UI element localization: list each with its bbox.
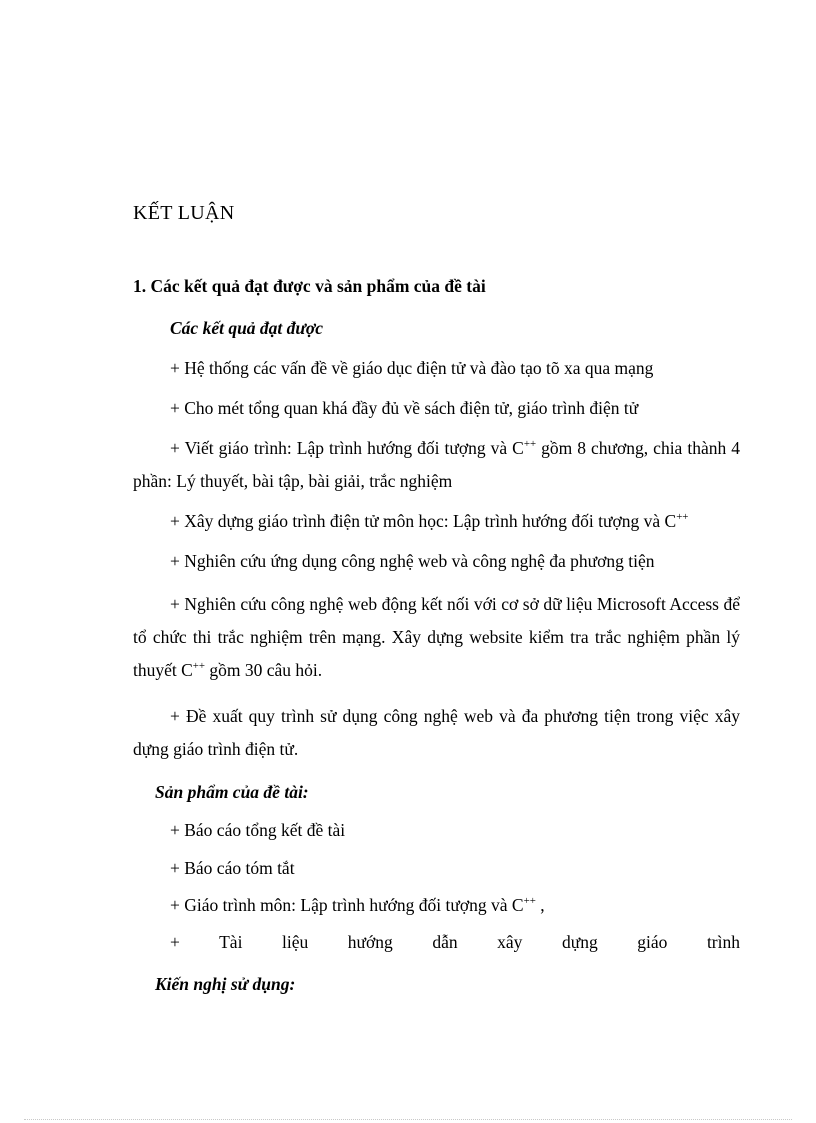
result-item-6-tail: gồm 30 câu hỏi. xyxy=(205,660,323,680)
recommend-heading: Kiến nghị sử dụng: xyxy=(155,974,296,994)
result-item-4-text: + Xây dựng giáo trình điện tử môn học: Lập trình hướng đối tượng và C xyxy=(170,511,677,531)
results-heading: Các kết quả đạt được xyxy=(170,318,324,338)
cpp-superscript: ++ xyxy=(523,437,537,450)
cpp-superscript: ++ xyxy=(676,510,689,523)
page-title: KẾT LUẬN xyxy=(133,202,235,224)
products-heading: Sản phẩm của đề tài: xyxy=(155,782,309,802)
product-item-3 xyxy=(170,894,545,916)
product-item-3-text: + Giáo trình môn: Lập trình hướng đối tượng và C xyxy=(170,895,524,915)
cpp-superscript: ++ xyxy=(523,894,536,907)
result-item-2: + Cho mét tổng quan khá đầy đủ về sách điện tử, giáo trình điện tử xyxy=(170,398,639,418)
result-item-1: + Hệ thống các vấn đề về giáo dục điện tử và đào tạo tõ xa qua mạng xyxy=(170,358,654,378)
product-item-3-tail: , xyxy=(535,895,545,915)
result-item-5: + Nghiên cứu ứng dụng công nghệ web và công nghệ đa phương tiện xyxy=(170,551,655,571)
result-item-3-tail: gồm 8 chương, chia thành 4 phần: Lý thuyết, bài tập, bài giải, trắc nghiệm xyxy=(133,438,740,491)
product-item-1: + Báo cáo tổng kết đề tài xyxy=(170,820,346,840)
product-item-2: + Báo cáo tóm tắt xyxy=(170,858,295,878)
result-item-4 xyxy=(170,510,688,532)
product-item-4: + Tài liệu hướng dẫn xây dựng giáo trình xyxy=(170,932,740,952)
cpp-superscript: ++ xyxy=(192,659,206,672)
section-heading: 1. Các kết quả đạt được và sản phẩm của đề tài xyxy=(133,276,486,296)
result-item-7: + Đề xuất quy trình sử dụng công nghệ web và đa phương tiện trong việc xây dựng giáo trình điện tử. xyxy=(133,706,740,759)
result-item-3-text: + Viết giáo trình: Lập trình hướng đối tượng và C xyxy=(170,438,524,458)
result-item-6-text: + Nghiên cứu công nghệ web động kết nối với cơ sở dữ liệu Microsoft Access để tổ chức thi trắc nghiệm trên mạng. Xây dựng website kiểm tra trắc nghiệm phần lý thuyết C xyxy=(133,594,740,680)
result-item-6 xyxy=(133,588,740,687)
page-bottom-rule xyxy=(24,1119,792,1120)
result-item-3 xyxy=(133,432,740,498)
